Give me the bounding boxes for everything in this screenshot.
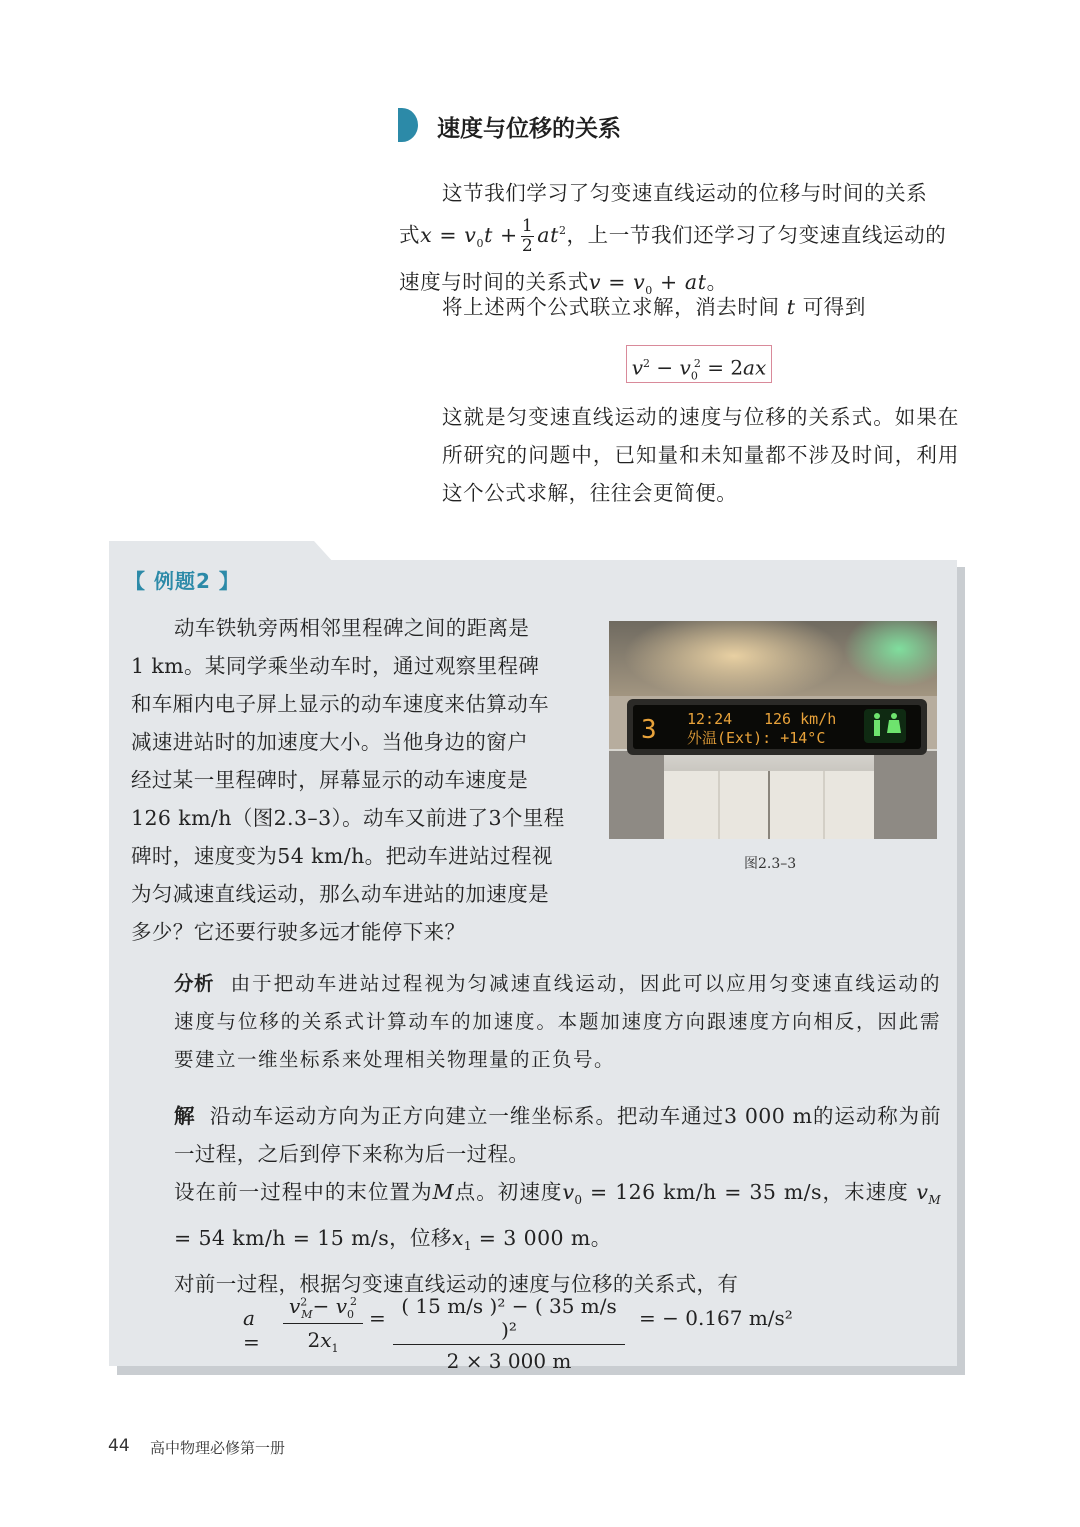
problem-line: 碑时，速度变为54 km/h。把动车进站过程视 [131,844,553,868]
summary-paragraph: 这就是匀变速直线运动的速度与位移的关系式。如果在所研究的问题中，已知量和未知量都不涉及时间，利用这个公式求解，往往会更简便。 [442,405,959,505]
problem-text [131,609,571,951]
train-display-photo [609,621,937,839]
problem-line: 和车厢内电子屏上显示的动车速度来估算动车 [131,692,549,716]
problem-line: 126 km/h（图2.3–3）。动车又前进了3个里程 [131,806,565,830]
intro-line-3: 速度与时间的关系式$v = v_0$ + at。 [399,269,728,298]
example-title: 【 例题2 】 [125,569,240,593]
intro-line-2: 式$x = v_0t$ + $\frac{1}{2}$ $at^2$，上一节我们还学习了匀变速直线运动的 [399,215,947,256]
display-car-number: 3 [641,715,657,745]
problem-line: 动车铁轨旁两相邻里程碑之间的距离是 [174,616,530,640]
display-speed: 126 km/h [764,710,837,728]
solution-label: 解 [174,1104,196,1128]
solution-block [131,1097,941,1303]
section-marker-icon [398,108,418,142]
display-time: 12:24 [687,710,733,728]
display-temperature: 外温(Ext): +14°C [687,729,826,747]
half-fraction: $\frac{1}{2}$ [521,215,534,256]
restroom-icon [864,709,906,743]
problem-line: 多少？它还要行驶多远才能停下来？ [131,920,466,944]
acceleration-result: = − 0.167 m/s² [639,1306,793,1330]
solution-apply: 对前一过程，根据匀变速直线运动的速度与位移的关系式，有 [174,1272,739,1297]
analysis-label: 分析 [174,972,215,995]
analysis-paragraph [131,965,941,1079]
problem-line: 经过某一里程碑时，屏幕显示的动车速度是 [131,768,529,792]
analysis-text: 由于把动车进站过程视为匀减速直线运动，因此可以应用匀变速直线运动的速度与位移的关系式计算动车的加速度。本题加速度方向跟速度方向相反，因此需要建立一维坐标系来处理相关物理量的正负号。 [174,972,941,1071]
example-panel-tab [109,541,334,563]
problem-line: 为匀减速直线运动，那么动车进站的加速度是 [131,882,549,906]
photo-caption: 图2.3–3 [744,856,797,872]
solution-setup: 设在前一过程中的末位置为M点。初速度$v_0 = 126$ km/h = 35 m/s，末速度 $v_M = 54$ km/h = 15 m/s，位移$x_1 = 3$ 000 m。 [174,1180,942,1254]
section-title: 速度与位移的关系 [437,116,621,142]
solution-text: 沿动车运动方向为正方向建立一维坐标系。把动车通过3 000 m的运动称为前一过程，之后到停下来称为后一过程。 [174,1104,941,1166]
numeric-fraction: ( 15 m/s )² − ( 35 m/s )² 2 × 3 000 m [393,1294,625,1373]
problem-line: 减速进站时的加速度大小。当他身边的窗户 [131,730,529,754]
book-title: 高中物理必修第一册 [150,1439,286,1457]
formula-fraction: $v^2_M- v_0^2$ $2x_1$ [283,1294,363,1355]
key-formula-box: $v^2 - v_0^2 = 2ax$ [626,345,772,383]
intro-line-1: 这节我们学习了匀变速直线运动的位移与时间的关系 [442,181,928,205]
elimination-paragraph: 将上述两个公式联立求解，消去时间 t 可得到 [442,295,867,319]
page-number: 44 [108,1436,130,1456]
problem-line: 1 km。某同学乘坐动车时，通过观察里程碑 [131,654,540,678]
